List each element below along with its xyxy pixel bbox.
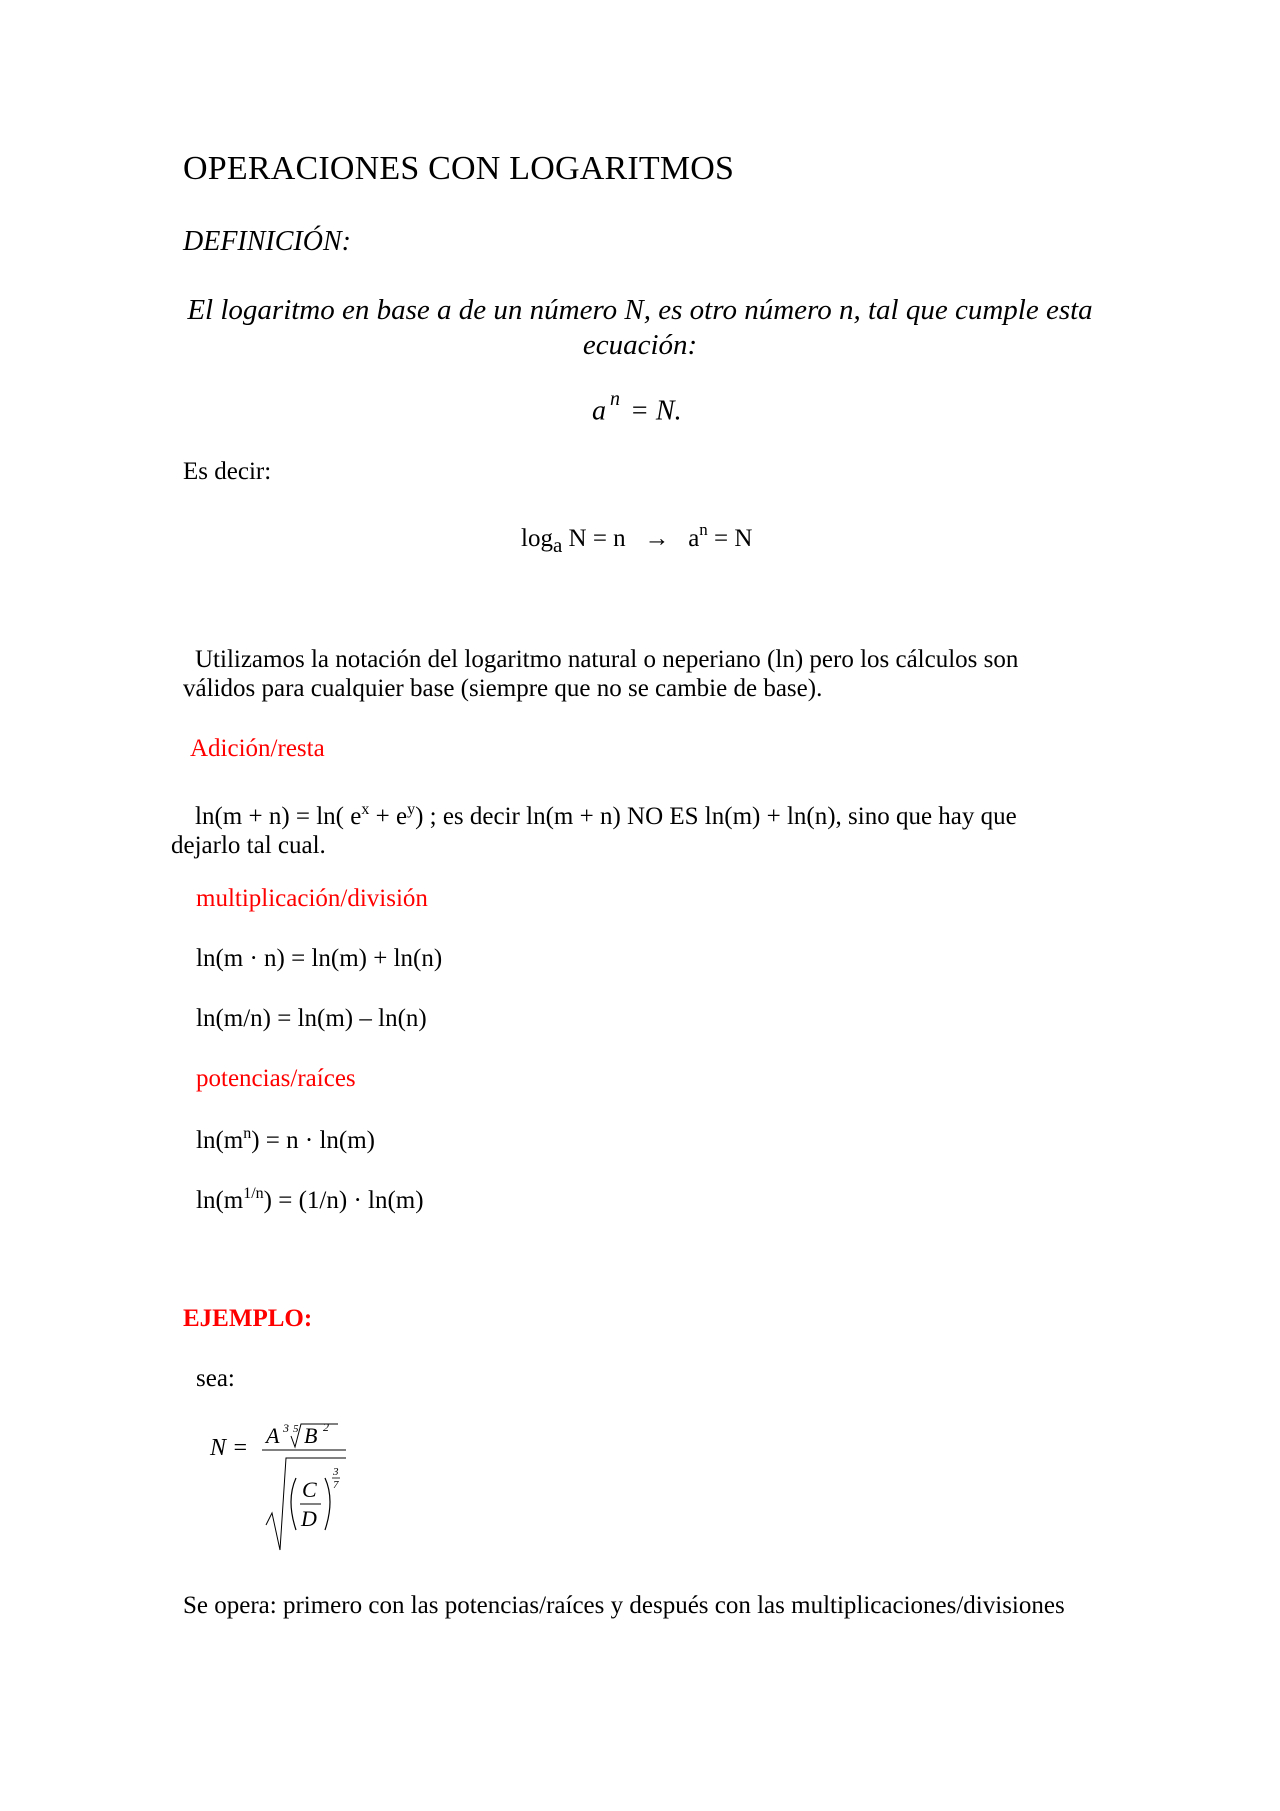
power-exp: n [699, 520, 708, 539]
sup-x: x [361, 801, 370, 818]
formula-D: D [301, 1506, 317, 1531]
es-decir-label: Es decir: [183, 458, 272, 485]
division-rule: ln(m/n) = ln(m) – ln(n) [196, 1005, 427, 1032]
multiplication-heading: multiplicación/división [196, 885, 428, 912]
formula-B-exp: 2 [323, 1420, 329, 1434]
root-rule-a: ln(m [196, 1187, 244, 1214]
definition-heading: DEFINICIÓN: [183, 226, 351, 257]
sup-y: y [407, 801, 416, 818]
notation-paragraph: Utilizamos la notación del logaritmo natural o neperiano (ln) pero los cálculos son válidos para cualquier base (siempre que no se cambie de base). [183, 646, 1019, 702]
power-rule-a: ln(m [196, 1127, 244, 1154]
left-paren [291, 1478, 296, 1530]
formula-C: C [302, 1477, 317, 1502]
log-base: a [552, 533, 563, 557]
formula-outer-exp-num: 3 [333, 1466, 339, 1478]
formula-A-exp: 3 [283, 1421, 289, 1435]
power-rest: = N [707, 525, 753, 552]
example-formula [200, 1420, 370, 1570]
definition-equation [592, 388, 682, 427]
eq-rest: = N. [630, 395, 682, 427]
log-text: log [521, 525, 553, 552]
eq-exponent: n [610, 388, 620, 410]
example-note: Se opera: primero con las potencias/raíces y después con las multiplicaciones/divisiones [183, 1592, 1065, 1619]
formula-B: B [304, 1423, 318, 1448]
power-rule-b: ) = n · ln(m) [251, 1127, 376, 1154]
addition-rule-part-b: + e [369, 803, 408, 830]
right-paren [325, 1478, 330, 1530]
addition-heading: Adición/resta [190, 735, 325, 762]
page-title: OPERACIONES CON LOGARITMOS [183, 150, 735, 187]
definition-text: El logaritmo en base a de un número N, es otro número n, tal que cumple esta ecuación: [187, 294, 1093, 361]
root-rule [196, 1185, 424, 1215]
addition-rule-line2: dejarlo tal cual. [171, 832, 326, 859]
powers-heading: potencias/raíces [196, 1065, 356, 1092]
example-heading: EJEMPLO: [183, 1305, 313, 1332]
root-rule-sup: 1/n [243, 1185, 264, 1202]
formula-root-index: 5 [293, 1423, 299, 1435]
formula-outer-exp-den: 7 [333, 1479, 339, 1491]
formula-lhs: N = [210, 1435, 249, 1461]
eq-base: a [592, 395, 606, 427]
formula-A: A [266, 1423, 280, 1448]
addition-rule [171, 795, 1088, 860]
power-base: a [688, 525, 700, 552]
arrow-symbol: → [644, 525, 670, 552]
root-rule-b: ) = (1/n) · ln(m) [263, 1187, 424, 1214]
log-left-rest: N = n [562, 525, 626, 552]
example-sea: sea: [196, 1365, 235, 1392]
log-equivalence [521, 520, 752, 558]
addition-rule-part-a: ln(m + n) = ln( e [195, 803, 362, 830]
power-rule [196, 1125, 375, 1155]
addition-rule-part-c: ) ; es decir ln(m + n) NO ES ln(m) + ln(n), sino que hay que [415, 803, 1017, 830]
power-rule-sup: n [243, 1125, 252, 1142]
multiplication-rule: ln(m · n) = ln(m) + ln(n) [196, 945, 443, 972]
